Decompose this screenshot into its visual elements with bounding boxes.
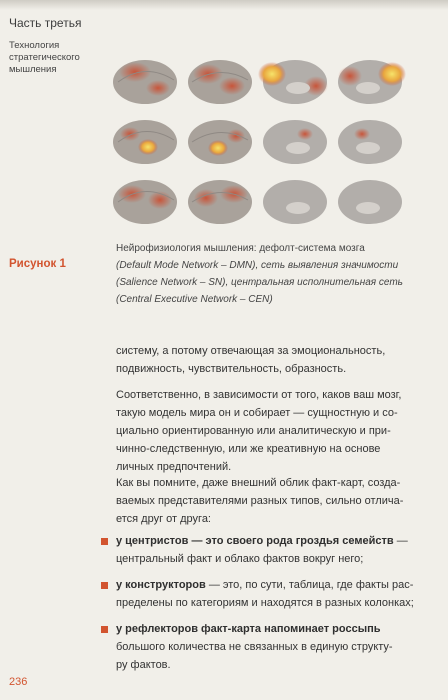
brain-lateral-left-cen: [113, 180, 177, 224]
brain-lateral-right-dmn: [188, 60, 252, 104]
paragraph-line: подвижность, чувствительность, образность.: [116, 363, 347, 375]
paragraph-line: такую модель мира он и собирает — сущностную и со-: [116, 407, 398, 419]
caption-line: (Salience Network – SN), центральная исполнительная сеть: [116, 277, 403, 288]
brain-medial-left-cen: [263, 180, 327, 224]
caption-line: (Default Mode Network – DMN), сеть выявления значимости: [116, 260, 399, 271]
list-item-bold: у конструкторов: [116, 579, 206, 591]
list-item-rest: — это, по сути, таблица, где факты рас-: [205, 579, 414, 591]
section-title-line: Технология: [9, 40, 60, 51]
brain-medial-right-dmn: [338, 60, 406, 104]
paragraph: [116, 474, 430, 528]
brain-medial-right-sn: [338, 120, 402, 164]
bullet-marker: [101, 582, 108, 589]
paragraph-line: циально ориентированную или аналитическую и при-: [116, 425, 391, 437]
paragraph-line: систему, а потому отвечающая за эмоциональность,: [116, 345, 386, 357]
brain-lateral-right-cen: [188, 180, 252, 224]
brain-lateral-right-sn: [188, 120, 252, 164]
brain-networks-figure: [100, 52, 448, 232]
list-item: [101, 532, 431, 568]
list-item: [101, 576, 431, 612]
bullet-marker: [101, 626, 108, 633]
top-edge: [0, 0, 448, 10]
paragraph-line: Как вы помните, даже внешний облик факт-карт, созда-: [116, 477, 401, 489]
figure-caption: [116, 240, 436, 308]
list-item-bold: у рефлекторов факт-карта напоминает россыпь: [116, 623, 381, 635]
paragraph: [116, 386, 430, 476]
paragraph-line: Соответственно, в зависимости от того, каков ваш мозг,: [116, 389, 402, 401]
section-title-line: стратегического: [9, 52, 80, 63]
caption-line: Нейрофизиология мышления: дефолт-система мозга: [116, 243, 365, 254]
bullet-marker: [101, 538, 108, 545]
list-item-bold: у центристов — это своего рода гроздья семейств: [116, 535, 394, 547]
figure-label: Рисунок 1: [9, 258, 66, 270]
list-item-line: большого количества не связанных в единую структу-: [116, 641, 393, 653]
list-item-line: центральный факт и облако фактов вокруг него;: [116, 553, 364, 565]
section-title-line: мышления: [9, 64, 57, 75]
page-number: 236: [9, 676, 28, 688]
brain-medial-left-dmn: [258, 60, 328, 104]
list-item-line: ру фактов.: [116, 659, 171, 671]
brain-lateral-left-dmn: [113, 60, 177, 104]
paragraph-line: чинно-следственную, или же креативную на основе: [116, 443, 381, 455]
caption-line: (Central Executive Network – CEN): [116, 294, 273, 305]
paragraph-line: ваемых представителями разных типов, сильно отлича-: [116, 495, 404, 507]
list-item-line: пределены по категориям и находятся в разных колонках;: [116, 597, 414, 609]
list-item: [101, 620, 431, 674]
list-item-rest: —: [393, 535, 408, 547]
brain-lateral-left-sn: [113, 120, 177, 164]
chapter-title: Часть третья: [9, 16, 82, 30]
list-item-line: [116, 620, 431, 638]
list-item-line: [116, 576, 431, 594]
paragraph-line: ется друг от друга:: [116, 513, 211, 525]
brain-medial-left-sn: [263, 120, 327, 164]
list-item-line: [116, 532, 431, 550]
brain-medial-right-cen: [338, 180, 402, 224]
paragraph-line: личных предпочтений.: [116, 461, 232, 473]
paragraph: [116, 342, 430, 378]
